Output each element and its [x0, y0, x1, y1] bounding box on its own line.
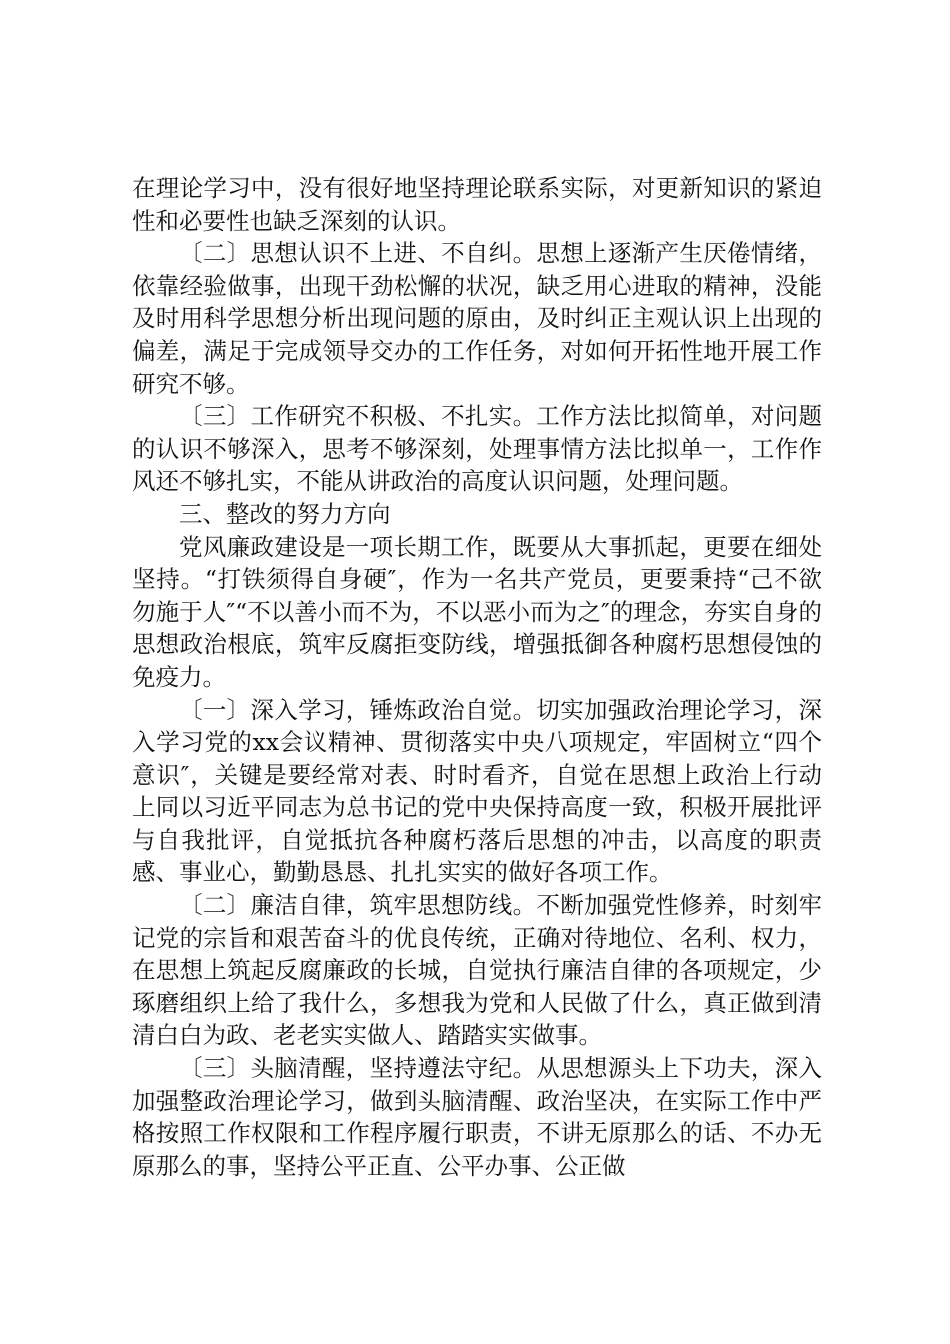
paragraph-direction-two: 〔二〕廉洁自律，筑牢思想防线。不断加强党性修养，时刻牢记党的宗旨和艰苦奋斗的优良传统，正确对待地位、名利、权力，在思想上筑起反腐廉政的长城，自觉执行廉洁自律的各项规定，少琢磨组织上给了我什么，多想我为党和人民做了什么，真正做到清清白白为政、老老实实做人、踏踏实实做事。 — [132, 891, 822, 1050]
paragraph-rectification-intro: 党风廉政建设是一项长期工作，既要从大事抓起，更要在细处坚持。“打铁须得自身硬″，作为一名共产党员，更要秉持“己不欲勿施于人″“不以善小而不为，不以恶小而为之″的理念，夯实自身的思想政治根底，筑牢反腐拒变防线，增强抵御各种腐朽思想侵蚀的免疫力。 — [132, 532, 822, 691]
section-heading-rectification: 三、整改的努力方向 — [179, 499, 391, 528]
paragraph-direction-one: 〔一〕深入学习，锤炼政治自觉。切实加强政治理论学习，深入学习党的xx会议精神、贯彻落实中央八项规定，牢固树立“四个意识″，关键是要经常对表、时时看齐，自觉在思想上政治上行动上同以习近平同志为总书记的党中央保持高度一致，积极开展批评与自我批评，自觉抵抗各种腐朽落后思想的冲击，以高度的职责感、事业心，勤勤恳恳、扎扎实实的做好各项工作。 — [132, 695, 822, 887]
paragraph-direction-three: 〔三〕头脑清醒，坚持遵法守纪。从思想源头上下功夫，深入加强整政治理论学习，做到头脑清醒、政治坚决，在实际工作中严格按照工作权限和工作程序履行职责，不讲无原那么的话、不办无原那么的事，坚持公平正直、公平办事、公正做 — [132, 1054, 822, 1180]
paragraph-issue-three: 〔三〕工作研究不积极、不扎实。工作方法比拟简单，对问题的认识不够深入，思考不够深刻，处理事情方法比拟单一，工作作风还不够扎实，不能从讲政治的高度认识问题，处理问题。 — [132, 402, 822, 496]
paragraph-issue-two: 〔二〕思想认识不上进、不自纠。思想上逐渐产生厌倦情绪，依靠经验做事，出现干劲松懈的状况，缺乏用心进取的精神，没能及时用科学思想分析出现问题的原由，及时纠正主观认识上出现的偏差，满足于完成领导交办的工作任务，对如何开拓性地开展工作研究不够。 — [132, 239, 822, 398]
document-body — [132, 172, 822, 1182]
paragraph-continuation: 在理论学习中，没有很好地坚持理论联系实际，对更新知识的紧迫性和必要性也缺乏深刻的认识。 — [132, 174, 822, 235]
